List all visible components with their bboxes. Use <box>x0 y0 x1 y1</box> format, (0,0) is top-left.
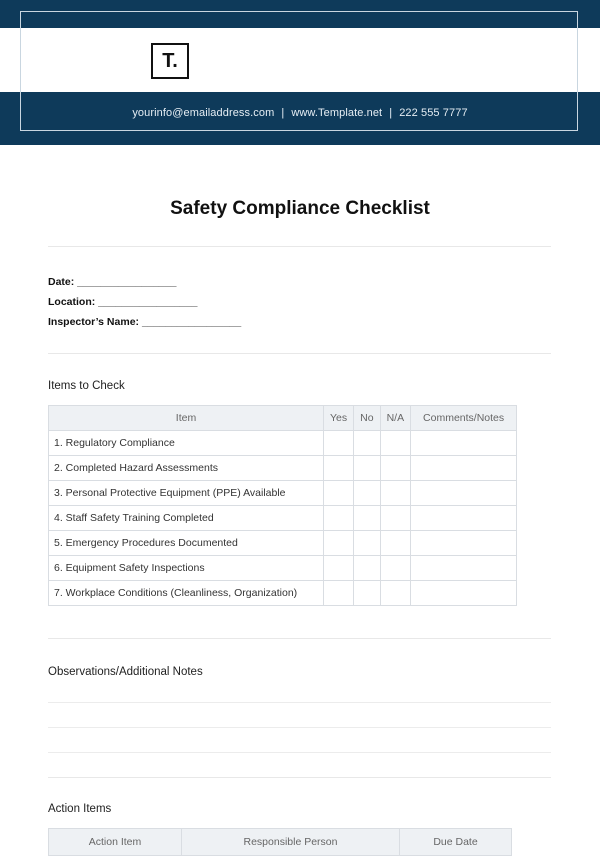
yes-cell[interactable] <box>324 506 354 531</box>
table-row <box>49 431 517 456</box>
checklist-section-title: Items to Check <box>48 380 125 392</box>
column-header-action-item: Action Item <box>49 829 182 856</box>
yes-cell[interactable] <box>324 456 354 481</box>
na-cell[interactable] <box>380 506 411 531</box>
table-row <box>49 456 517 481</box>
column-header-comments: Comments/Notes <box>411 406 517 431</box>
contact-line <box>0 107 600 119</box>
checklist-item: 3. Personal Protective Equipment (PPE) Available <box>49 481 324 506</box>
checklist-item: 1. Regulatory Compliance <box>49 431 324 456</box>
notes-line[interactable] <box>48 752 551 753</box>
contact-phone: 222 555 7777 <box>399 107 468 119</box>
yes-cell[interactable] <box>324 431 354 456</box>
checklist-item: 6. Equipment Safety Inspections <box>49 556 324 581</box>
column-header-na: N/A <box>380 406 411 431</box>
comments-cell[interactable] <box>411 506 517 531</box>
table-row <box>49 581 517 606</box>
action-header-row <box>49 829 512 856</box>
inspector-field: Inspector’s Name: _________________ <box>48 316 242 328</box>
date-field: Date: _________________ <box>48 276 177 288</box>
divider <box>48 353 551 354</box>
no-cell[interactable] <box>354 481 380 506</box>
na-cell[interactable] <box>380 581 411 606</box>
header-top-band <box>0 0 600 28</box>
table-row <box>49 531 517 556</box>
no-cell[interactable] <box>354 556 380 581</box>
no-cell[interactable] <box>354 581 380 606</box>
page-title: Safety Compliance Checklist <box>170 198 430 219</box>
yes-cell[interactable] <box>324 581 354 606</box>
checklist-header-row <box>49 406 517 431</box>
comments-cell[interactable] <box>411 431 517 456</box>
checklist-table <box>48 405 517 606</box>
no-cell[interactable] <box>354 456 380 481</box>
notes-line[interactable] <box>48 702 551 703</box>
no-cell[interactable] <box>354 531 380 556</box>
comments-cell[interactable] <box>411 531 517 556</box>
table-row <box>49 506 517 531</box>
divider <box>48 777 551 778</box>
na-cell[interactable] <box>380 531 411 556</box>
yes-cell[interactable] <box>324 481 354 506</box>
yes-cell[interactable] <box>324 531 354 556</box>
column-header-no: No <box>354 406 380 431</box>
na-cell[interactable] <box>380 456 411 481</box>
contact-website: www.Template.net <box>291 107 383 119</box>
divider <box>48 638 551 639</box>
table-row <box>49 556 517 581</box>
comments-cell[interactable] <box>411 456 517 481</box>
checklist-item: 7. Workplace Conditions (Cleanliness, Organization) <box>49 581 324 606</box>
contact-separator: | <box>389 107 393 119</box>
column-header-yes: Yes <box>324 406 354 431</box>
comments-cell[interactable] <box>411 481 517 506</box>
logo <box>151 43 189 79</box>
divider <box>48 246 551 247</box>
actions-section-title: Action Items <box>48 803 112 815</box>
location-field: Location: _________________ <box>48 296 198 308</box>
na-cell[interactable] <box>380 431 411 456</box>
contact-email: yourinfo@emailaddress.com <box>132 107 275 119</box>
observations-section-title: Observations/Additional Notes <box>48 666 203 678</box>
notes-line[interactable] <box>48 727 551 728</box>
contact-separator: | <box>281 107 285 119</box>
no-cell[interactable] <box>354 506 380 531</box>
checklist-item: 5. Emergency Procedures Documented <box>49 531 324 556</box>
no-cell[interactable] <box>354 431 380 456</box>
comments-cell[interactable] <box>411 556 517 581</box>
na-cell[interactable] <box>380 556 411 581</box>
checklist-item: 2. Completed Hazard Assessments <box>49 456 324 481</box>
yes-cell[interactable] <box>324 556 354 581</box>
action-items-table <box>48 828 512 856</box>
column-header-due-date: Due Date <box>400 829 512 856</box>
comments-cell[interactable] <box>411 581 517 606</box>
na-cell[interactable] <box>380 481 411 506</box>
table-row <box>49 481 517 506</box>
checklist-item: 4. Staff Safety Training Completed <box>49 506 324 531</box>
logo-text: T. <box>162 49 178 72</box>
column-header-responsible-person: Responsible Person <box>182 829 400 856</box>
column-header-item: Item <box>49 406 324 431</box>
header-logo-band <box>0 28 600 92</box>
